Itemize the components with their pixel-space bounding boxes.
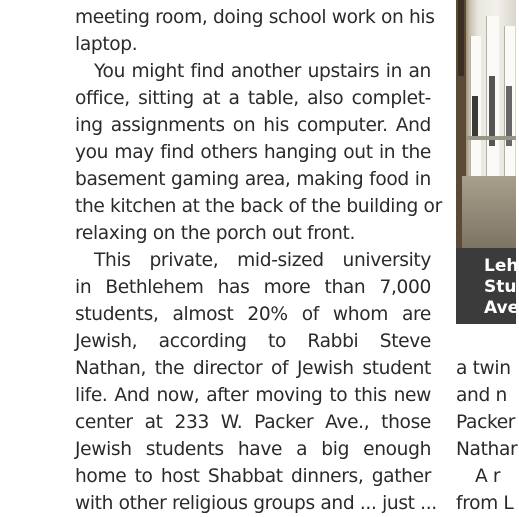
right-column-line: a twin	[456, 358, 511, 379]
article-photo	[456, 0, 516, 248]
article-line: in Bethlehem has more than 7,000	[75, 277, 431, 298]
article-line: You might find another upstairs in an	[94, 61, 431, 82]
article-line: basement gaming area, making food in	[75, 169, 431, 190]
article-line: life. And now, after moving to this new	[75, 385, 431, 406]
caption-line: Ave	[484, 298, 519, 318]
article-line: This private, mid-sized university	[94, 250, 431, 271]
right-column-line: and n	[456, 385, 507, 406]
right-column-line: Packer	[456, 412, 516, 433]
article-line: laptop.	[75, 34, 138, 55]
article-line: you may find others hanging out in the	[75, 142, 431, 163]
article-line: office, sitting at a table, also complet-	[75, 88, 431, 109]
caption-line: Stu	[484, 277, 517, 297]
article-line: relaxing on the porch out front.	[75, 223, 356, 244]
photo-caption	[456, 248, 519, 324]
article-line: students, almost 20% of whom are	[75, 304, 431, 325]
right-column-line: Nathar	[456, 439, 518, 460]
right-column-line: from L	[456, 493, 514, 514]
article-line: meeting room, doing school work on his	[75, 7, 435, 28]
article-line: Nathan, the director of Jewish student	[75, 358, 431, 379]
article-line: Jewish, according to Rabbi Steve	[75, 331, 431, 352]
article-line: Jewish students have a big enough	[75, 439, 431, 460]
article-line: with other religious groups and ... just ...	[75, 493, 437, 514]
article-line: the kitchen at the back of the building or	[75, 196, 442, 217]
caption-line: Leh	[484, 256, 519, 276]
article-line: home to host Shabbat dinners, gather	[75, 466, 431, 487]
article-line: ing assignments on his computer. And	[75, 115, 431, 136]
right-column-line: A r	[475, 466, 501, 487]
article-line: center at 233 W. Packer Ave., those	[75, 412, 431, 433]
